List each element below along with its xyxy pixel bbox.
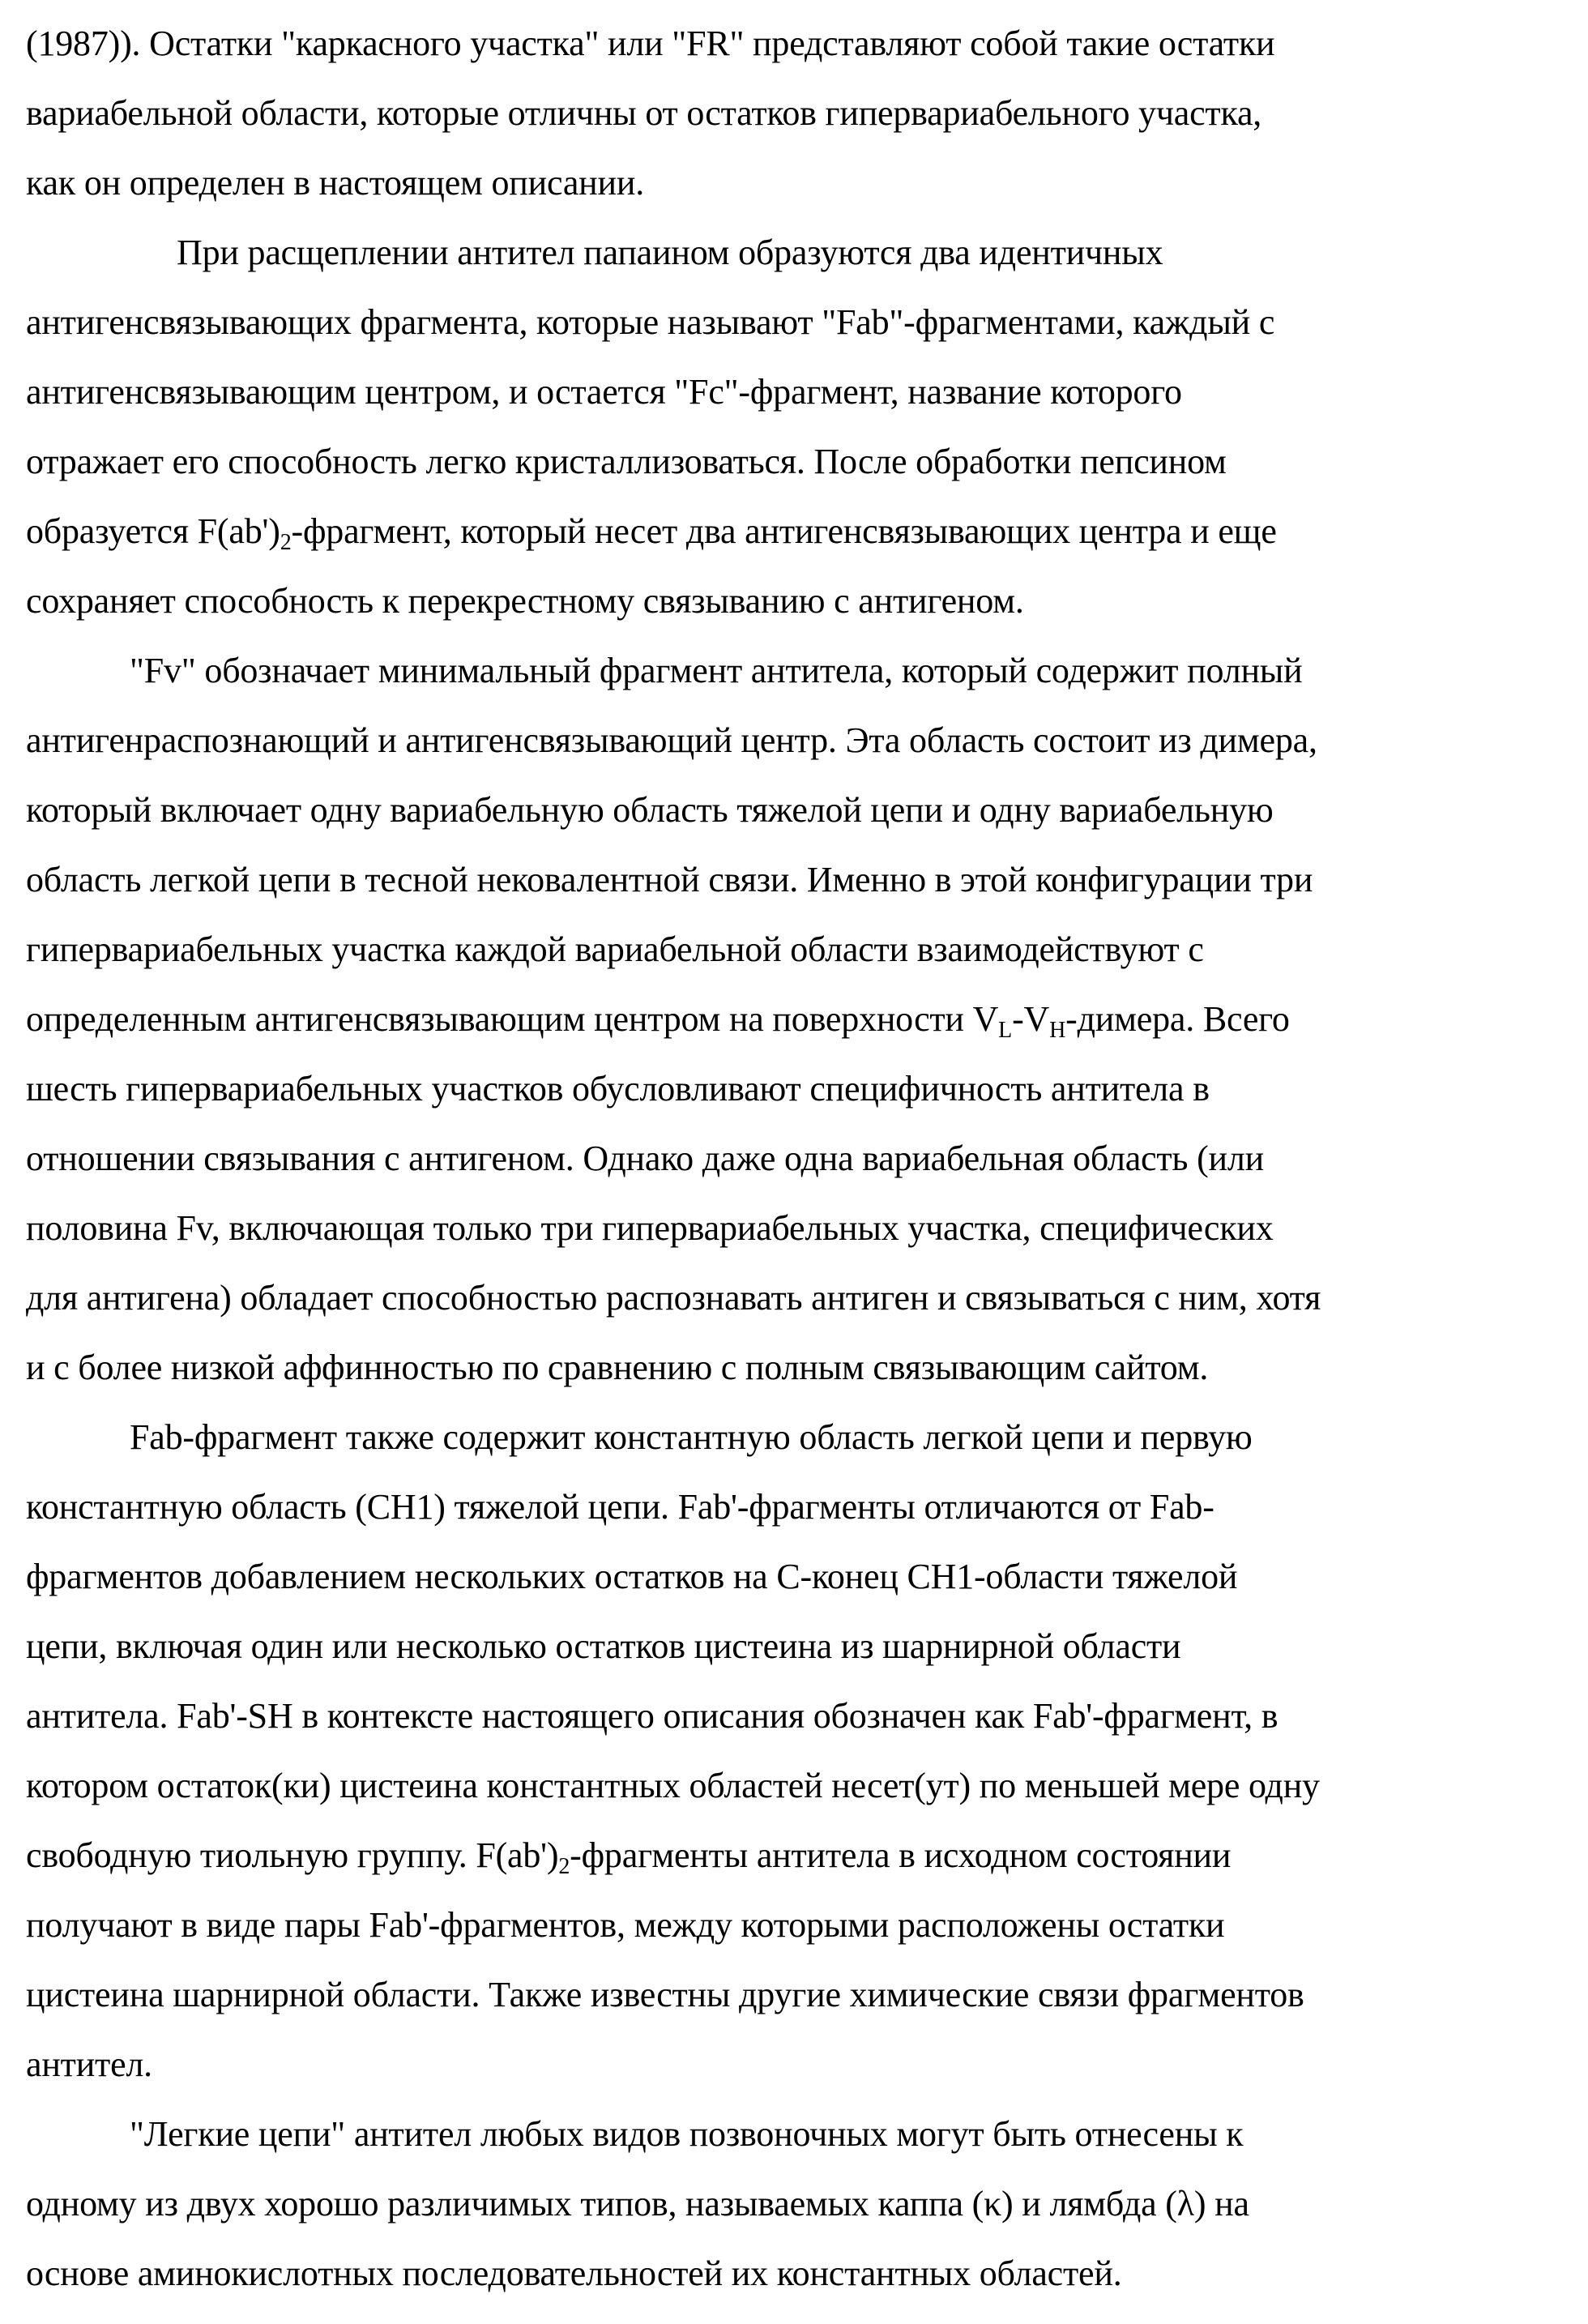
text-span: -фрагмент, который несет два антигенсвязывающих центра и еще — [292, 511, 1277, 551]
text-line: антигенсвязывающих фрагмента, которые называют "Fab"-фрагментами, каждый с — [0, 288, 1588, 357]
paragraph-start: При расщеплении антител папаином образуются два идентичных — [0, 218, 1588, 288]
text-line: антигенсвязывающим центром, и остается "Fc"-фрагмент, название которого — [0, 357, 1588, 427]
text-line: половина Fv, включающая только три гипервариабельных участка, специфических — [0, 1194, 1588, 1263]
text-line: шесть гипервариабельных участков обусловливают специфичность антитела в — [0, 1054, 1588, 1124]
document-page — [0, 9, 1588, 2309]
text-span: -V — [1012, 999, 1049, 1039]
subscript: H — [1049, 1018, 1065, 1043]
subscript: 2 — [558, 1854, 570, 1879]
text-line: цистеина шарнирной области. Также известны другие химические связи фрагментов — [0, 1960, 1588, 2030]
text-line: сохраняет способность к перекрестному связыванию с антигеном. — [0, 566, 1588, 636]
paragraph-start: Fab-фрагмент также содержит константную область легкой цепи и первую — [0, 1403, 1588, 1472]
text-span: определенным антигенсвязывающим центром на поверхности V — [26, 999, 998, 1039]
text-line: область легкой цепи в тесной нековалентной связи. Именно в этой конфигурации три — [0, 845, 1588, 915]
text-line: гипервариабельных участка каждой вариабельной области взаимодействуют с — [0, 915, 1588, 985]
text-line: антигенраспознающий и антигенсвязывающий центр. Эта область состоит из димера, — [0, 706, 1588, 775]
text-line: антител. — [0, 2030, 1588, 2100]
text-line: константную область (CH1) тяжелой цепи. Fab'-фрагменты отличаются от Fab- — [0, 1472, 1588, 1542]
text-line: который включает одну вариабельную область тяжелой цепи и одну вариабельную — [0, 775, 1588, 845]
subscript: L — [998, 1018, 1012, 1043]
text-line: антитела. Fab'-SH в контексте настоящего описания обозначен как Fab'-фрагмент, в — [0, 1681, 1588, 1751]
text-span: свободную тиольную группу. F(ab') — [26, 1835, 558, 1875]
text-line: (1987)). Остатки "каркасного участка" или "FR" представляют собой такие остатки — [0, 9, 1588, 79]
paragraph-start: "Fv" обозначает минимальный фрагмент антитела, который содержит полный — [0, 636, 1588, 706]
text-line: цепи, включая один или несколько остатков цистеина из шарнирной области — [0, 1612, 1588, 1681]
text-line: фрагментов добавлением нескольких остатков на С-конец CH1-области тяжелой — [0, 1542, 1588, 1612]
text-line — [0, 985, 1588, 1054]
text-line — [0, 1821, 1588, 1890]
text-line — [0, 497, 1588, 566]
text-line: котором остаток(ки) цистеина константных областей несет(ут) по меньшей мере одну — [0, 1751, 1588, 1821]
text-span: -димера. Всего — [1065, 999, 1290, 1039]
text-span: -фрагменты антитела в исходном состоянии — [570, 1835, 1231, 1875]
text-span: образуется F(ab') — [26, 511, 280, 551]
text-line: отражает его способность легко кристаллизоваться. После обработки пепсином — [0, 427, 1588, 497]
subscript: 2 — [280, 530, 292, 555]
text-line: и с более низкой аффинностью по сравнению с полным связывающим сайтом. — [0, 1333, 1588, 1403]
text-line: основе аминокислотных последовательностей их константных областей. — [0, 2239, 1588, 2309]
text-line: как он определен в настоящем описании. — [0, 148, 1588, 218]
text-line: для антигена) обладает способностью распознавать антиген и связываться с ним, хотя — [0, 1263, 1588, 1333]
text-line: получают в виде пары Fab'-фрагментов, между которыми расположены остатки — [0, 1890, 1588, 1960]
text-line: отношении связывания с антигеном. Однако даже одна вариабельная область (или — [0, 1124, 1588, 1194]
paragraph-start: "Легкие цепи" антител любых видов позвоночных могут быть отнесены к — [0, 2100, 1588, 2169]
text-line: одному из двух хорошо различимых типов, называемых каппа (κ) и лямбда (λ) на — [0, 2169, 1588, 2239]
text-line: вариабельной области, которые отличны от остатков гипервариабельного участка, — [0, 79, 1588, 148]
